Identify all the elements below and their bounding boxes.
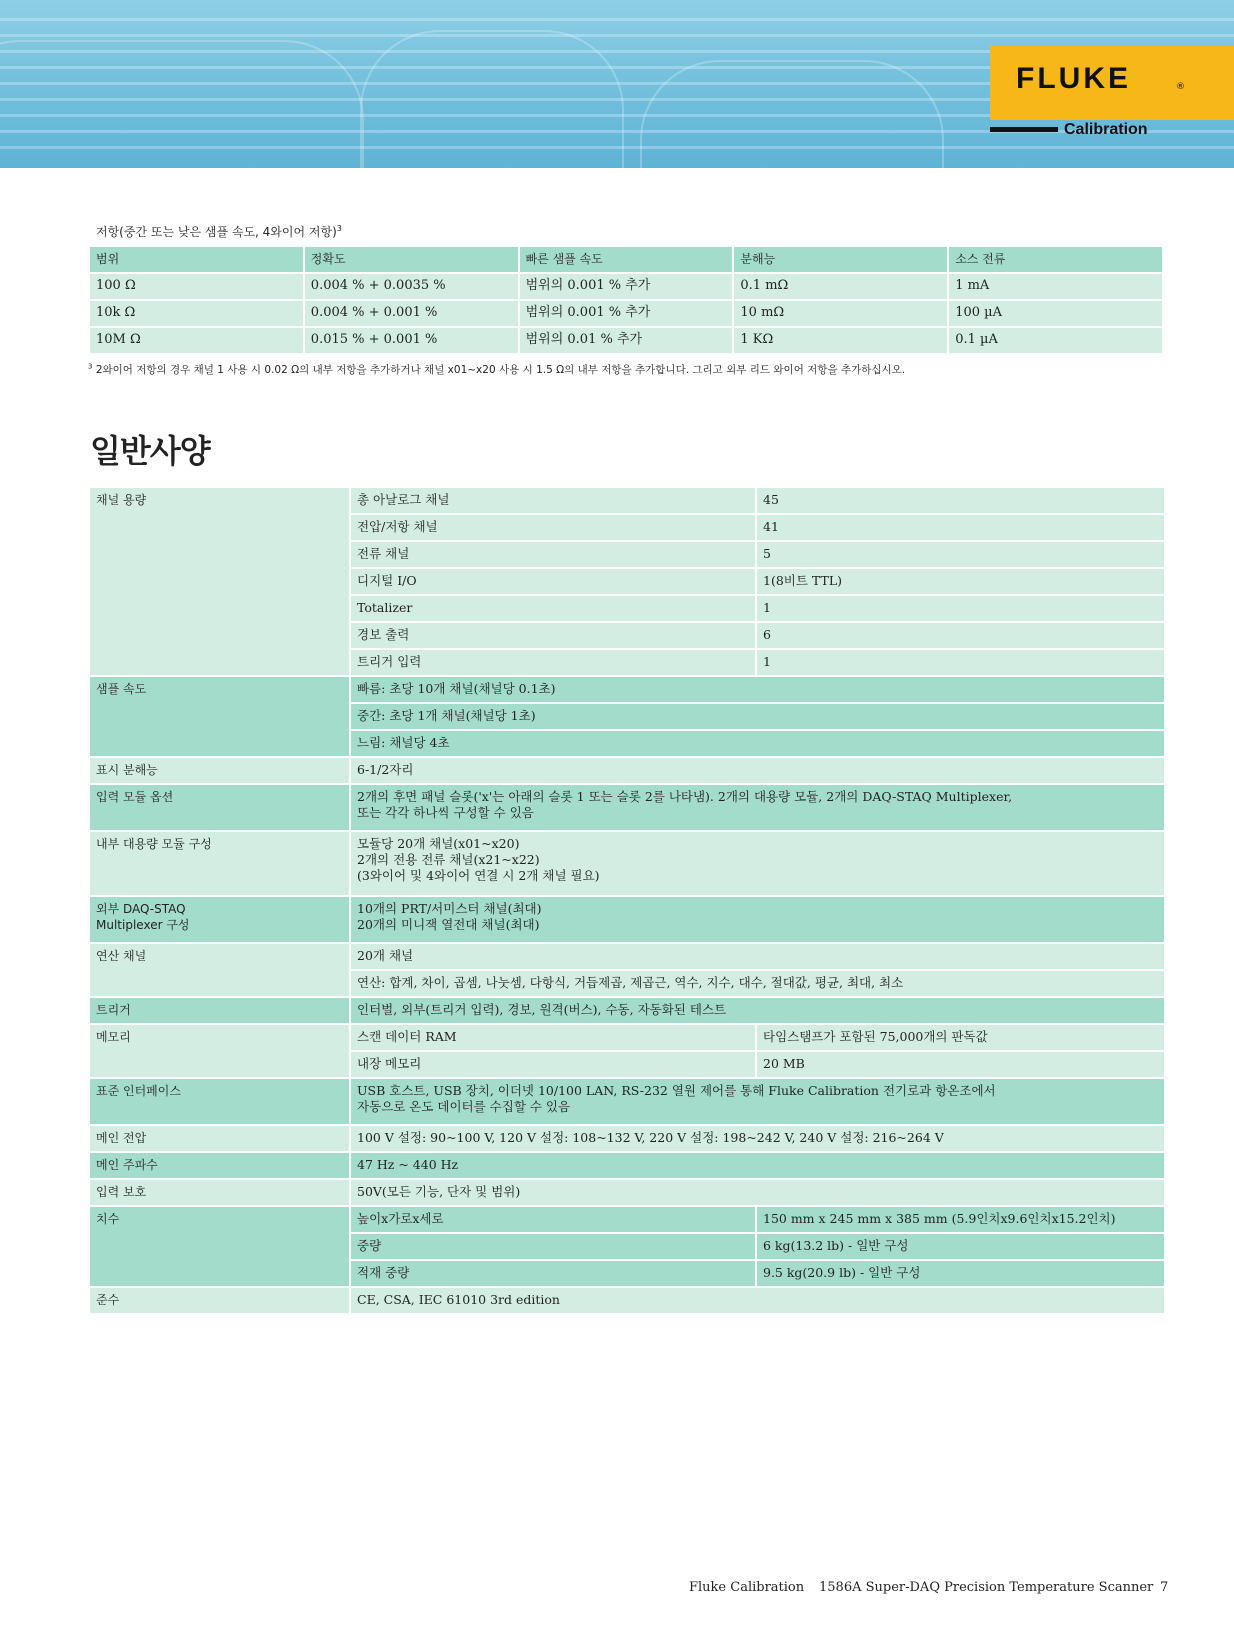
table-cell: 0.004 % + 0.001 %: [305, 301, 518, 326]
spec-line: 2개의 후면 패널 슬롯('x'는 아래의 슬롯 1 또는 슬롯 2를 나타냄). 2개의 대용량 모듈, 2개의 DAQ-STAQ Multiplexer,: [357, 789, 1013, 804]
table-row: [90, 785, 1164, 830]
table-cell: 0.015 % + 0.001 %: [305, 328, 518, 353]
spec-value: CE, CSA, IEC 61010 3rd edition: [351, 1288, 1164, 1313]
spec-value: 연산: 합계, 차이, 곱셈, 나눗셈, 다항식, 거듭제곱, 제곱근, 역수, 지수, 대수, 절대값, 평균, 최대, 최소: [351, 971, 1164, 996]
header-range: 범위: [90, 247, 303, 272]
spec-label: 메인 전압: [90, 1126, 349, 1151]
spec-label-line: 외부 DAQ-STAQ: [96, 902, 186, 916]
table-row: [90, 1288, 1164, 1313]
table-cell: 10M Ω: [90, 328, 303, 353]
banner-stripe: [0, 18, 1234, 21]
banner-arc: [0, 40, 364, 168]
spec-label: 메모리: [90, 1025, 349, 1077]
table-row: [90, 944, 1164, 969]
table-cell: 0.1 µA: [949, 328, 1162, 353]
table-cell: 범위의 0.001 % 추가: [520, 274, 733, 299]
spec-sublabel: 디지털 I/O: [351, 569, 755, 594]
spec-sublabel: 트리거 입력: [351, 650, 755, 675]
table-cell: 0.004 % + 0.0035 %: [305, 274, 518, 299]
spec-value: 20 MB: [757, 1052, 1164, 1077]
spec-label: 준수: [90, 1288, 349, 1313]
page-number: 7: [1160, 1580, 1169, 1595]
spec-label: 입력 모듈 옵션: [90, 785, 349, 830]
spec-label-line: Multiplexer 구성: [96, 918, 190, 932]
spec-label: 샘플 속도: [90, 677, 349, 756]
spec-sublabel: 전류 채널: [351, 542, 755, 567]
spec-line: 10개의 PRT/서미스터 채널(최대): [357, 901, 542, 916]
general-spec-table: [88, 486, 1166, 1315]
header-source-current: 소스 전류: [949, 247, 1162, 272]
spec-value: 1(8비트 TTL): [757, 569, 1164, 594]
fluke-logo: FLUKE: [1016, 62, 1131, 95]
footnote-mark: 3: [336, 224, 342, 233]
spec-line: USB 호스트, USB 장치, 이더넷 10/100 LAN, RS-232 열원 제어를 통해 Fluke Calibration 전기로과 항온조에서: [357, 1083, 996, 1098]
resistance-title-text: 저항(중간 또는 낮은 샘플 속도, 4와이어 저항): [96, 225, 337, 239]
spec-value: 6: [757, 623, 1164, 648]
spec-value: 1: [757, 596, 1164, 621]
section-title: 일반사양: [90, 432, 210, 470]
spec-sublabel: Totalizer: [351, 596, 755, 621]
table-row: [90, 1025, 1164, 1050]
header-resolution: 분해능: [734, 247, 947, 272]
spec-sublabel: 높이x가로x세로: [351, 1207, 755, 1232]
table-cell: 100 Ω: [90, 274, 303, 299]
spec-label: 트리거: [90, 998, 349, 1023]
table-row: [90, 301, 1162, 326]
resistance-table-title: [96, 223, 342, 240]
banner-arc: [640, 60, 944, 168]
table-row: [90, 832, 1164, 895]
spec-label: [90, 897, 349, 942]
table-row: [90, 758, 1164, 783]
spec-line: 20개의 미니잭 열전대 채널(최대): [357, 917, 540, 932]
spec-value: 1: [757, 650, 1164, 675]
table-row: [90, 488, 1164, 513]
spec-sublabel: 적재 중량: [351, 1261, 755, 1286]
spec-value: 20개 채널: [351, 944, 1164, 969]
spec-value: 느림: 채널당 4초: [351, 731, 1164, 756]
spec-value: 100 V 설정: 90~100 V, 120 V 설정: 108~132 V, 220 V 설정: 198~242 V, 240 V 설정: 216~264 V: [351, 1126, 1164, 1151]
spec-line: 모듈당 20개 채널(x01~x20): [357, 836, 520, 851]
spec-sublabel: 내장 메모리: [351, 1052, 755, 1077]
spec-value: 47 Hz ~ 440 Hz: [351, 1153, 1164, 1178]
table-cell: 10 mΩ: [734, 301, 947, 326]
table-cell: 100 µA: [949, 301, 1162, 326]
spec-sublabel: 중량: [351, 1234, 755, 1259]
spec-line: (3와이어 및 4와이어 연결 시 2개 채널 필요): [357, 868, 600, 883]
spec-sublabel: 스캔 데이터 RAM: [351, 1025, 755, 1050]
spec-line: 자동으로 온도 데이터를 수집할 수 있음: [357, 1099, 571, 1114]
spec-value: 150 mm x 245 mm x 385 mm (5.9인치x9.6인치x15.2인치): [757, 1207, 1164, 1232]
footnote: [88, 362, 905, 377]
spec-line: 2개의 전용 전류 채널(x21~x22): [357, 852, 540, 867]
spec-value: 빠름: 초당 10개 채널(채널당 0.1초): [351, 677, 1164, 702]
spec-value: 6 kg(13.2 lb) - 일반 구성: [757, 1234, 1164, 1259]
table-cell: 0.1 mΩ: [734, 274, 947, 299]
table-row: [90, 897, 1164, 942]
calibration-label: Calibration: [1064, 121, 1148, 138]
header-banner: [0, 0, 1234, 168]
footnote-mark: 3: [88, 362, 93, 371]
spec-label: 채널 용량: [90, 488, 349, 675]
table-row: [90, 1079, 1164, 1124]
header-fast-sample: 빠른 샘플 속도: [520, 247, 733, 272]
header-accuracy: 정확도: [305, 247, 518, 272]
footnote-text: 2와이어 저항의 경우 채널 1 사용 시 0.02 Ω의 내부 저항을 추가하거나 채널 x01~x20 사용 시 1.5 Ω의 내부 저항을 추가합니다. 그리고 외부 리드 와이어 저항을 추가하십시오.: [95, 364, 906, 376]
table-cell: 10k Ω: [90, 301, 303, 326]
table-cell: 1 KΩ: [734, 328, 947, 353]
footer-brand: Fluke Calibration: [689, 1580, 805, 1595]
spec-label: 메인 주파수: [90, 1153, 349, 1178]
spec-label: 입력 보호: [90, 1180, 349, 1205]
spec-sublabel: 전압/저항 채널: [351, 515, 755, 540]
logo-bar: [990, 127, 1058, 132]
spec-value: [351, 897, 1164, 942]
spec-label: 연산 채널: [90, 944, 349, 996]
spec-sublabel: 경보 출력: [351, 623, 755, 648]
table-row: [90, 677, 1164, 702]
table-row: [90, 328, 1162, 353]
spec-value: 45: [757, 488, 1164, 513]
table-cell: 범위의 0.01 % 추가: [520, 328, 733, 353]
banner-stripe: [0, 34, 1234, 37]
table-row: [90, 274, 1162, 299]
table-row: [90, 1207, 1164, 1232]
table-row: [90, 998, 1164, 1023]
spec-label: 내부 대용량 모듈 구성: [90, 832, 349, 895]
banner-arc: [360, 30, 624, 168]
footer-product: 1586A Super-DAQ Precision Temperature Scanner: [819, 1580, 1154, 1595]
spec-value: 타임스탬프가 포함된 75,000개의 판독값: [757, 1025, 1164, 1050]
table-cell: 1 mA: [949, 274, 1162, 299]
spec-value: [351, 832, 1164, 895]
spec-value: [351, 1079, 1164, 1124]
spec-value: 9.5 kg(20.9 lb) - 일반 구성: [757, 1261, 1164, 1286]
spec-value: 6-1/2자리: [351, 758, 1164, 783]
table-cell: 범위의 0.001 % 추가: [520, 301, 733, 326]
spec-value: 41: [757, 515, 1164, 540]
registered-mark: ®: [1176, 82, 1185, 92]
spec-value: 5: [757, 542, 1164, 567]
spec-value: 50V(모든 기능, 단자 및 범위): [351, 1180, 1164, 1205]
table-row: [90, 1180, 1164, 1205]
spec-value: 인터벌, 외부(트리거 입력), 경보, 원격(버스), 수동, 자동화된 테스트: [351, 998, 1164, 1023]
spec-value: 중간: 초당 1개 채널(채널당 1초): [351, 704, 1164, 729]
table-row: [90, 1153, 1164, 1178]
table-row: [90, 1126, 1164, 1151]
table-header-row: [90, 247, 1162, 272]
spec-label: 표준 인터페이스: [90, 1079, 349, 1124]
spec-label: 표시 분해능: [90, 758, 349, 783]
resistance-table: [88, 245, 1164, 355]
spec-value: [351, 785, 1164, 830]
spec-label: 치수: [90, 1207, 349, 1286]
spec-line: 또는 각각 하나씩 구성할 수 있음: [357, 805, 534, 820]
spec-sublabel: 총 아날로그 채널: [351, 488, 755, 513]
